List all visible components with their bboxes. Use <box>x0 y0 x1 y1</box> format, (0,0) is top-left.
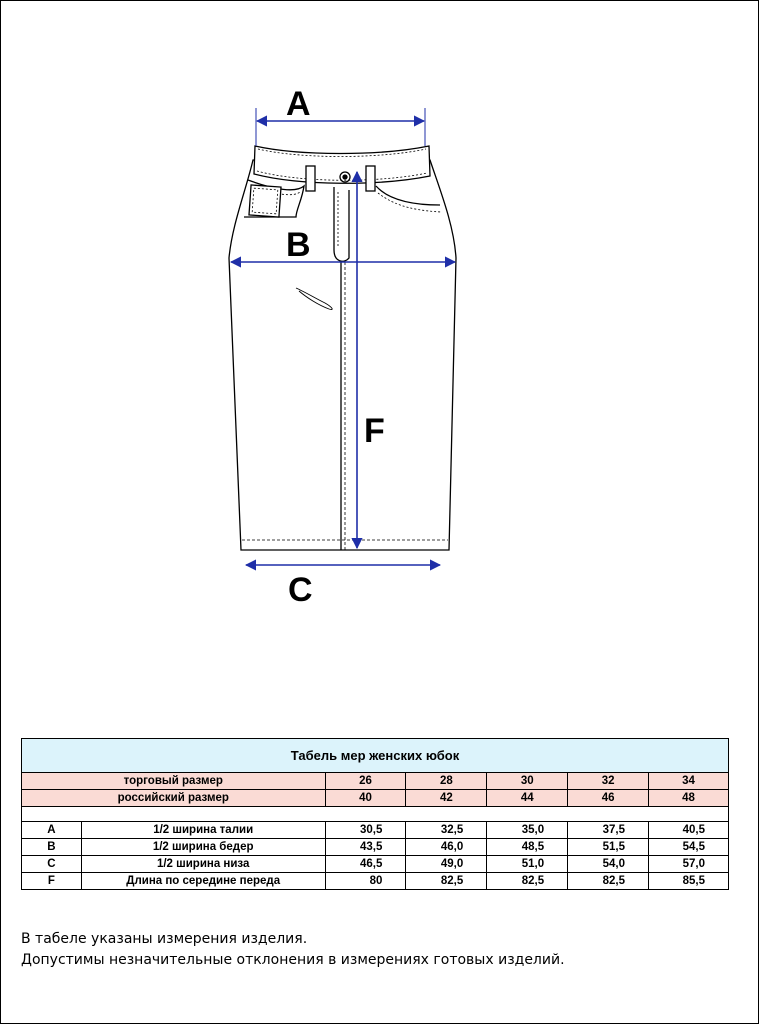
measure-value: 46,5 <box>325 856 406 873</box>
measure-code: B <box>22 839 82 856</box>
measure-value: 49,0 <box>406 856 487 873</box>
measure-code: C <box>22 856 82 873</box>
measure-name: 1/2 ширина низа <box>81 856 325 873</box>
table-row <box>22 839 729 856</box>
trade-size-cell: 30 <box>487 773 568 790</box>
trade-size-cell: 26 <box>325 773 406 790</box>
russian-size-cell: 40 <box>325 790 406 807</box>
measure-value: 40,5 <box>649 822 729 839</box>
skirt-outline <box>229 146 456 550</box>
measure-value: 57,0 <box>649 856 729 873</box>
label-b: B <box>286 226 311 264</box>
measure-value: 82,5 <box>406 873 487 890</box>
trade-size-label: торговый размер <box>22 773 326 790</box>
measure-name: 1/2 ширина бедер <box>81 839 325 856</box>
table-row <box>22 856 729 873</box>
measure-value: 54,5 <box>649 839 729 856</box>
measure-value: 51,0 <box>487 856 568 873</box>
measure-value: 80 <box>325 873 406 890</box>
label-f: F <box>364 412 385 450</box>
measure-value: 48,5 <box>487 839 568 856</box>
table-row <box>22 822 729 839</box>
russian-size-label: российский размер <box>22 790 326 807</box>
size-chart-table <box>21 738 729 890</box>
measure-value: 82,5 <box>568 873 649 890</box>
measure-code: F <box>22 873 82 890</box>
note-line: В табеле указаны измерения изделия. <box>21 931 308 947</box>
label-c: C <box>288 571 313 609</box>
russian-size-cell: 48 <box>649 790 729 807</box>
measure-name: Длина по середине переда <box>81 873 325 890</box>
measure-value: 32,5 <box>406 822 487 839</box>
russian-size-cell: 44 <box>487 790 568 807</box>
measure-value: 30,5 <box>325 822 406 839</box>
measure-value: 85,5 <box>649 873 729 890</box>
measure-value: 43,5 <box>325 839 406 856</box>
table-title: Табель мер женских юбок <box>22 739 729 773</box>
note-line: Допустимы незначительные отклонения в измерениях готовых изделий. <box>21 952 565 968</box>
measure-value: 35,0 <box>487 822 568 839</box>
table-row <box>22 873 729 890</box>
russian-size-row <box>22 790 729 807</box>
measure-value: 46,0 <box>406 839 487 856</box>
measure-value: 51,5 <box>568 839 649 856</box>
measure-code: A <box>22 822 82 839</box>
label-a: A <box>286 85 311 123</box>
trade-size-cell: 28 <box>406 773 487 790</box>
trade-size-row <box>22 773 729 790</box>
trade-size-cell: 32 <box>568 773 649 790</box>
measure-value: 37,5 <box>568 822 649 839</box>
spacer-row <box>22 807 729 822</box>
measure-name: 1/2 ширина талии <box>81 822 325 839</box>
measure-value: 82,5 <box>487 873 568 890</box>
trade-size-cell: 34 <box>649 773 729 790</box>
table-title-row <box>22 739 729 773</box>
russian-size-cell: 46 <box>568 790 649 807</box>
measure-value: 54,0 <box>568 856 649 873</box>
russian-size-cell: 42 <box>406 790 487 807</box>
notes-block <box>21 929 565 971</box>
